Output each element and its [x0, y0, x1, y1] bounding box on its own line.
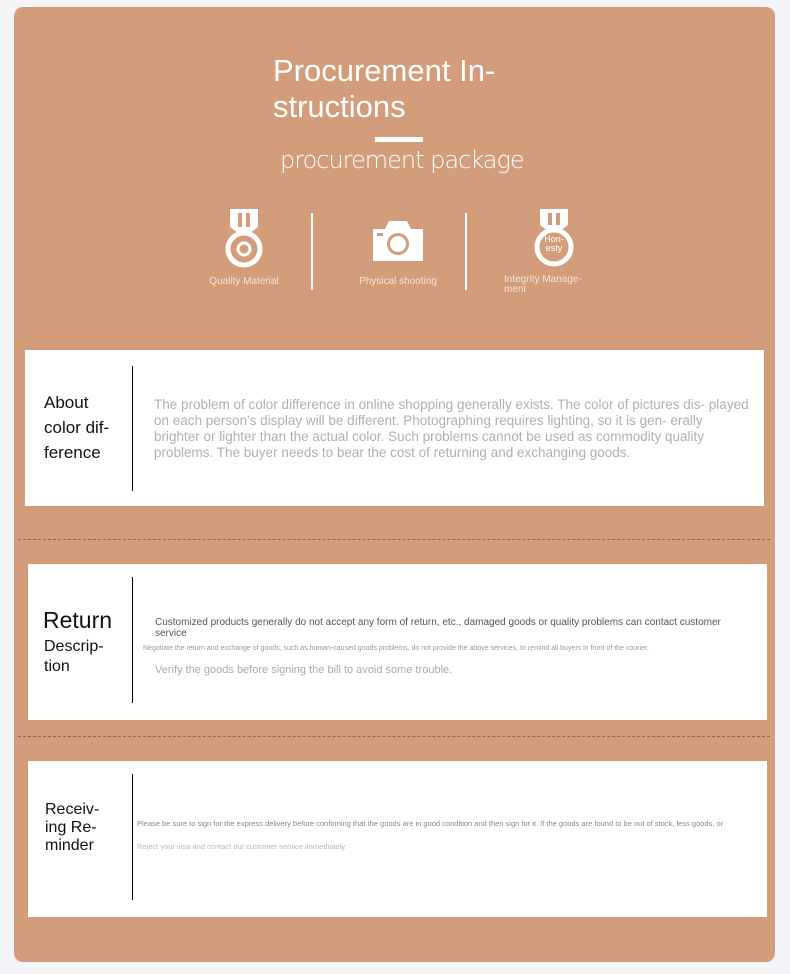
section-heading: About color dif- ference	[44, 393, 110, 462]
section-divider	[132, 366, 133, 491]
page-title: Procurement In- structions	[273, 53, 496, 124]
section-divider	[132, 577, 133, 703]
section-heading-main: Return	[43, 607, 113, 633]
procurement-panel	[14, 7, 775, 962]
feature-integrity-management	[489, 207, 619, 295]
section-color-difference	[25, 350, 764, 506]
section-text: The problem of color difference in online shopping generally exists. The color of pictures dis- played on each person's display will be different. Photographing requires lighting, so it is gen- erally brighter or lighter than the actual color. Such problems cannot be used as commodity quality problems. The buyer needs to bear the cost of returning and exchanging goods.	[154, 397, 749, 460]
section-heading-sub: Descrip- tion	[44, 638, 104, 675]
section-heading: Receiv- ing Re- minder	[45, 801, 100, 854]
medal-icon	[222, 207, 266, 269]
feature-physical-shooting	[333, 207, 463, 287]
section-verify-text: Verify the goods before signing the bill to avoid some trouble.	[155, 664, 453, 676]
section-heading	[44, 604, 129, 677]
section-text: Please be sure to sign for the express delivery before confirming that the goods are in good condition and then sign for it. If the goods are found to be out of stock, less goods, or	[137, 819, 724, 828]
section-return-description	[28, 564, 767, 720]
section-divider	[132, 774, 133, 900]
section-text: Customized products generally do not accept any form of return, etc., damaged goods or quality problems can contact customer service	[155, 617, 721, 639]
feature-label: Integrity Manage- ment	[504, 274, 582, 295]
feature-quality-material	[179, 207, 309, 287]
dashed-separator	[18, 736, 770, 737]
camera-icon	[371, 207, 425, 269]
feature-label: Physical shooting	[359, 276, 437, 287]
section-faint-text: Reject your visa and contact our customer service immediately.	[137, 842, 347, 851]
section-faint-text: Negotiate the return and exchange of goods, such as human-caused goods problems, do not provide the above services, to remind all buyers in front of the courier.	[143, 645, 649, 652]
feature-divider	[311, 213, 313, 290]
dashed-separator	[18, 539, 770, 540]
feature-divider	[465, 213, 467, 290]
honesty-icon-text: Hon- esty	[544, 234, 564, 253]
title-underline	[375, 137, 423, 142]
feature-label: Quality Material	[209, 276, 279, 287]
page-subtitle: procurement package	[280, 146, 524, 174]
section-receiving-reminder	[28, 761, 767, 917]
